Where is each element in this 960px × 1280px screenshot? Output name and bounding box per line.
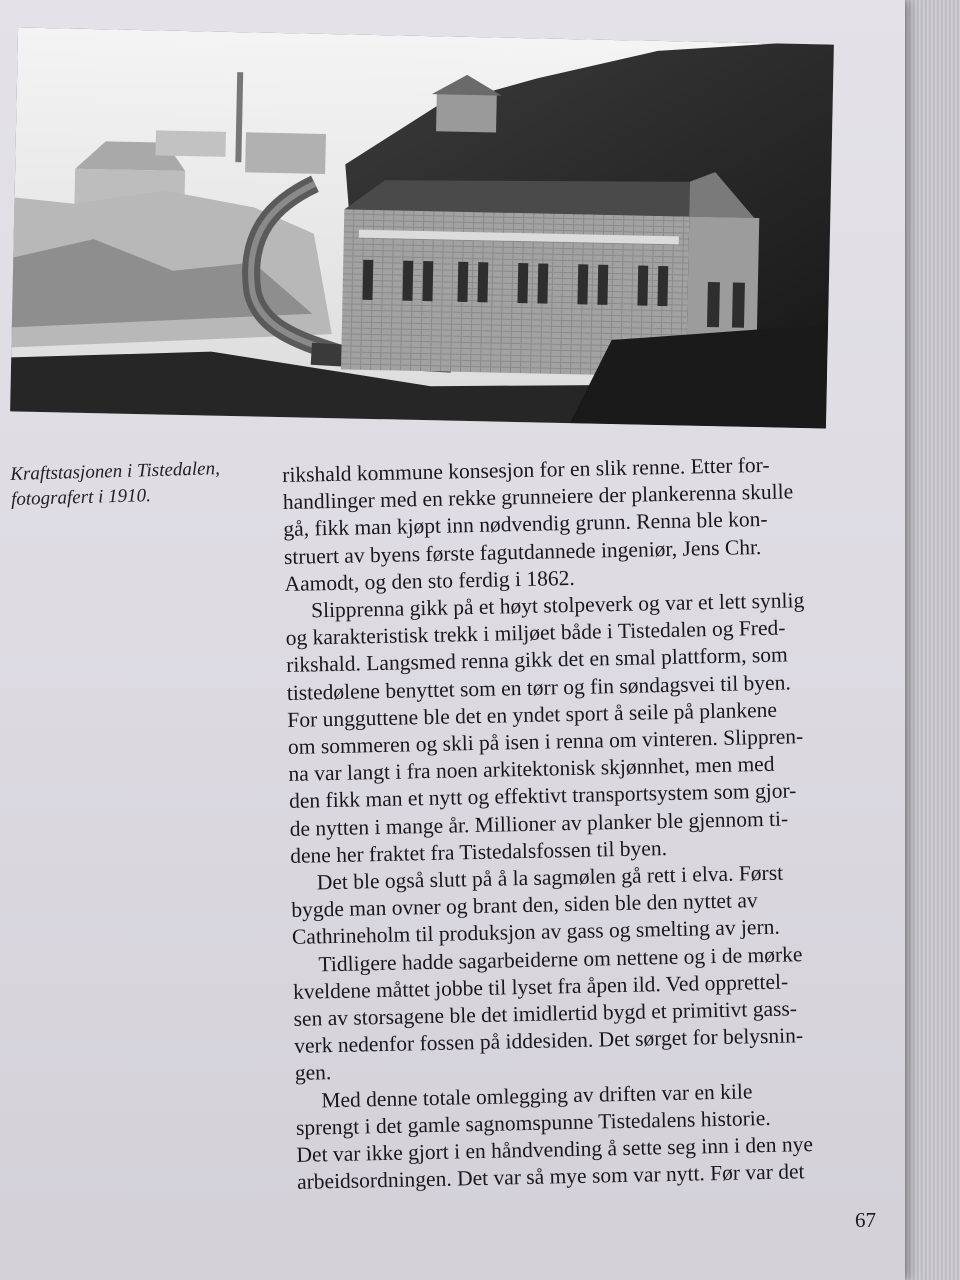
- text-line: handlinger med en rekke grunneiere der plankerenna skulle: [282, 479, 794, 515]
- text-line: rikshald kommune konsesjon for en slik renne. Etter for-: [282, 452, 770, 487]
- text-line: For ungguttene ble det en yndet sport å seile på plankene: [287, 697, 778, 732]
- text-line: struert av byens første fagutdannede ingeniør, Jens Chr.: [283, 534, 762, 569]
- text-line: gen.: [294, 1060, 332, 1086]
- text-line: tistedølene benyttet som en tørr og fin søndagsvei til byen.: [286, 670, 791, 705]
- text-line: Tidligere hadde sagarbeiderne om nettene og i de mørke: [318, 941, 803, 976]
- text-line: bygde man ovner og brant den, siden ble den nyttet av: [291, 888, 758, 923]
- text-line: Det ble også slutt på å la sagmølen gå rett i elva. Først: [316, 860, 784, 895]
- text-line: verk nedenfor fossen på iddesiden. Det sørget for belysnin-: [293, 1023, 804, 1059]
- text-line: om sommeren og skli på isen i renna om vinteren. Slippren-: [287, 724, 804, 759]
- text-line: gå, fikk man kjøpt inn nødvendig grunn. Renna ble kon-: [283, 507, 768, 542]
- text-line: kveldene måttet jobbe til lyset fra åpen ild. Ved opprettel-: [292, 969, 789, 1004]
- text-line: de nytten i mange år. Millioner av planker ble gjennom ti-: [289, 806, 789, 841]
- text-line: rikshald. Langsmed renna gikk det en smal plattform, som: [286, 642, 788, 678]
- body-text: [282, 449, 897, 1196]
- photo-illustration: [10, 27, 834, 428]
- photo-caption: [10, 456, 241, 512]
- text-line: sprengt i det gamle sagnomspunne Tistedalens historie.: [295, 1105, 771, 1140]
- caption-line: fotografert i 1910.: [10, 485, 152, 510]
- text-line: Cathrineholm til produksjon av gass og smelting av jern.: [291, 915, 780, 950]
- text-line: sen av storsagene ble det imidlertid bygd et primitivt gass-: [293, 996, 798, 1031]
- photograph-power-station: [10, 27, 834, 428]
- page-stack-edge: [900, 0, 960, 1280]
- caption-line: Kraftstasjonen i Tistedalen,: [10, 458, 221, 485]
- text-line: den fikk man et nytt og effektivt transportsystem som gjor-: [288, 778, 797, 814]
- text-line: dene her fraktet fra Tistedalsfossen til byen.: [289, 835, 668, 868]
- page-number: 67: [855, 1208, 876, 1232]
- text-line: na var langt i fra noen arkitektonisk skjønnhet, men med: [288, 751, 775, 787]
- text-line: og karakteristisk trekk i miljøet både i Tistedalen og Fred-: [285, 615, 786, 651]
- text-line: Slipprenna gikk på et høyt stolpeverk og var et lett synlig: [310, 588, 805, 623]
- text-line: arbeidsordningen. Det var så mye som var nytt. Før var det: [296, 1159, 805, 1195]
- text-line: Aamodt, og den sto ferdig i 1862.: [284, 565, 575, 596]
- text-line: Det var ikke gjort i en håndvending å sette seg inn i den nye: [296, 1132, 814, 1167]
- text-line: Med denne totale omlegging av driften var en kile: [321, 1078, 753, 1112]
